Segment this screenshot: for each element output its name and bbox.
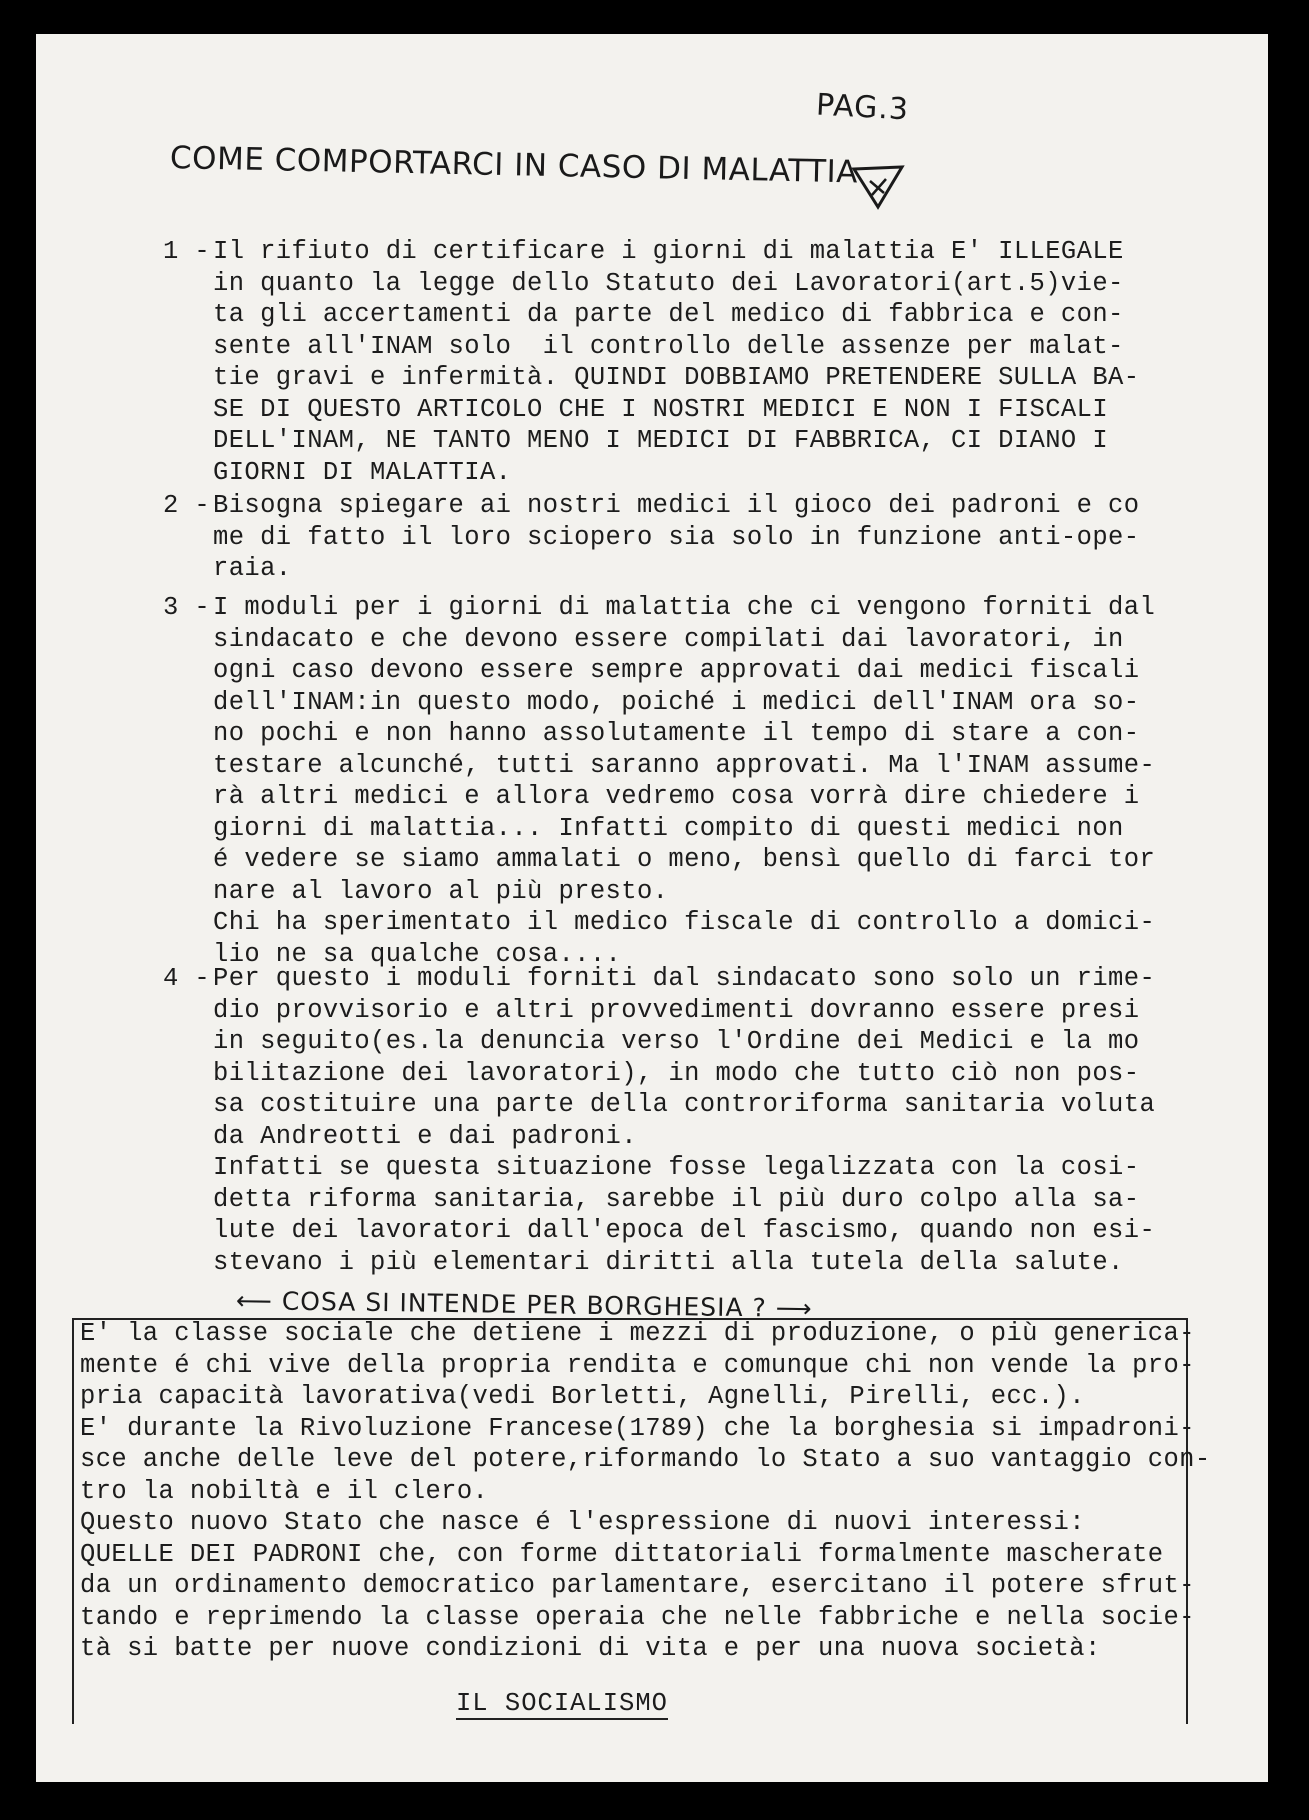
text-line: DELL'INAM, NE TANTO MENO I MEDICI DI FABBRICA, CI DIANO I: [213, 426, 1109, 455]
hand-drawn-triangle-symbol: [850, 163, 906, 211]
text-line: ta gli accertamenti da parte del medico di fabbrica e con-: [213, 300, 1124, 329]
text-line: stevano i più elementari diritti alla tutela della salute.: [213, 1247, 1124, 1277]
text-line: mente é chi vive della propria rendita e comunque chi non vende la pro-: [80, 1350, 1195, 1380]
text-line: in quanto la legge dello Statuto dei Lavoratori(art.5)vie-: [213, 268, 1124, 298]
text-line: tie gravi e infermità. QUINDI DOBBIAMO PRETENDERE SULLA BA-: [213, 363, 1140, 392]
text-line: Il rifiuto di certificare i giorni di malattia E' ILLEGALE: [213, 237, 1124, 266]
text-line: tà si batte per nuove condizioni di vita e per una nuova società:: [80, 1634, 1101, 1663]
text-line: nare al lavoro al più presto.: [213, 876, 669, 906]
page-number: PAG.3: [815, 87, 910, 128]
text-line: é vedere se siamo ammalati o meno, bensì quello di farci tor: [213, 845, 1156, 874]
text-line: sindacato e che devono essere compilati dai lavoratori, in: [213, 624, 1124, 654]
item-text: [213, 490, 1163, 585]
text-line: sa costituire una parte della controriforma sanitaria voluta: [213, 1090, 1156, 1119]
text-line: GIORNI DI MALATTIA.: [213, 457, 512, 487]
text-line: Questo nuovo Stato che nasce é l'espressione di nuovi interessi:: [80, 1508, 1085, 1537]
text-line: dell'INAM:in questo modo, poiché i medici dell'INAM ora so-: [213, 687, 1140, 717]
text-line: pria capacità lavorativa(vedi Borletti, Agnelli, Pirelli, ecc.).: [80, 1382, 1085, 1411]
text-line: I moduli per i giorni di malattia che ci vengono forniti dal: [213, 593, 1156, 622]
closing-text: IL SOCIALISMO: [456, 1689, 668, 1718]
text-line: me di fatto il loro sciopero sia solo in funzione anti-ope-: [213, 522, 1140, 552]
text-line: dio provvisorio e altri provvedimenti dovranno essere presi: [213, 995, 1140, 1025]
text-line: lio ne sa qualche cosa....: [213, 939, 622, 969]
text-line: tando e reprimendo la classe operaia che nelle fabbriche e nella socie-: [80, 1602, 1195, 1632]
text-line: bilitazione dei lavoratori), in modo che tutto ciò non pos-: [213, 1058, 1140, 1088]
text-line: da Andreotti e dai padroni.: [213, 1121, 637, 1151]
text-line: raia.: [213, 554, 292, 583]
text-line: sce anche delle leve del potere,riformando lo Stato a suo vantaggio con-: [80, 1445, 1211, 1474]
text-line: Bisogna spiegare ai nostri medici il gioco dei padroni e co: [213, 491, 1140, 520]
item-text: [213, 592, 1163, 970]
item-number: 4 -: [163, 964, 211, 993]
item-number: 3 -: [163, 593, 211, 622]
text-line: no pochi e non hanno assolutamente il tempo di stare a con-: [213, 719, 1140, 748]
box-text: [80, 1318, 1211, 1665]
text-line: rà altri medici e allora vedremo cosa vorrà dire chiedere i: [213, 782, 1140, 811]
text-line: SE DI QUESTO ARTICOLO CHE I NOSTRI MEDICI E NON I FISCALI: [213, 394, 1109, 424]
text-line: da un ordinamento democratico parlamentare, esercitano il potere sfrut-: [80, 1571, 1195, 1600]
text-line: sente all'INAM solo il controllo delle assenze per malat-: [213, 331, 1124, 361]
item-text: [213, 963, 1163, 1278]
text-line: ogni caso devono essere sempre approvati dai medici fiscali: [213, 656, 1140, 685]
closing-word: [456, 1688, 668, 1720]
text-line: in seguito(es.la denuncia verso l'Ordine dei Medici e la mo: [213, 1027, 1140, 1056]
text-line: tro la nobiltà e il clero.: [80, 1476, 489, 1506]
text-line: testare alcunché, tutti saranno approvati. Ma l'INAM assume-: [213, 750, 1156, 780]
item-number: 1 -: [163, 237, 211, 266]
text-line: QUELLE DEI PADRONI che, con forme dittatoriali formalmente mascherate: [80, 1539, 1164, 1569]
text-line: giorni di malattia... Infatti compito di questi medici non: [213, 813, 1124, 843]
text-line: E' durante la Rivoluzione Francese(1789) che la borghesia si impadroni-: [80, 1413, 1195, 1443]
text-line: Per questo i moduli forniti dal sindacato sono solo un rime-: [213, 964, 1156, 993]
item-number: 2 -: [163, 491, 211, 520]
box-title-text: COSA SI INTENDE PER BORGHESIA ?: [281, 1286, 768, 1323]
item-text: [213, 236, 1163, 488]
text-line: lute dei lavoratori dall'epoca del fascismo, quando non esi-: [213, 1216, 1156, 1245]
text-line: E' la classe sociale che detiene i mezzi di produzione, o più generica-: [80, 1319, 1195, 1348]
box-title: ⟵ COSA SI INTENDE PER BORGHESIA ? ⟶: [235, 1285, 813, 1324]
page-title: COME COMPORTARCI IN CASO DI MALATTIA: [169, 140, 859, 191]
text-line: Chi ha sperimentato il medico fiscale di controllo a domici-: [213, 908, 1156, 937]
text-line: Infatti se questa situazione fosse legalizzata con la cosi-: [213, 1153, 1140, 1182]
text-line: detta riforma sanitaria, sarebbe il più duro colpo alla sa-: [213, 1184, 1140, 1214]
